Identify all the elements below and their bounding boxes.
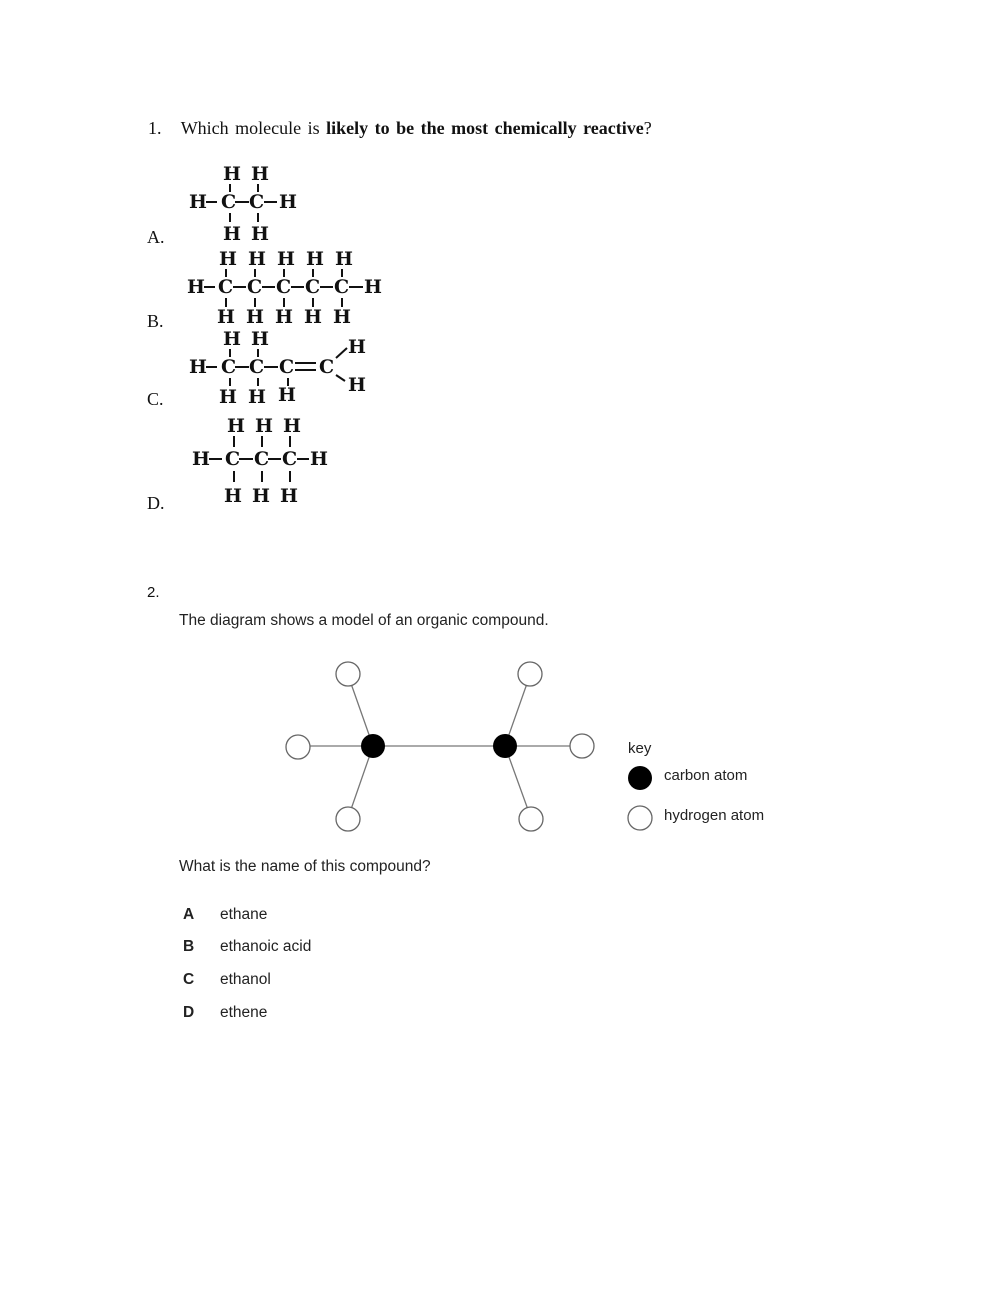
atom-h: H (364, 276, 382, 298)
hydrogen-key-icon (626, 804, 656, 834)
atom-c: C (221, 191, 237, 213)
atom-h: H (227, 415, 245, 437)
atom-h: H (283, 415, 301, 437)
question-1-text (148, 118, 652, 139)
option-c-label[interactable]: C. (147, 389, 164, 409)
question-2-number: 2. (147, 584, 160, 601)
atom-h: H (277, 248, 295, 270)
choice-d-text: ethene (220, 1004, 268, 1021)
atom-h: H (223, 163, 241, 185)
choice-d[interactable] (183, 1004, 267, 1022)
atom-c: C (249, 356, 265, 378)
atom-h: H (335, 248, 353, 270)
atom-c: C (279, 356, 295, 378)
option-d-label[interactable]: D. (147, 493, 165, 513)
atom-h: H (248, 248, 266, 270)
choice-a-letter: A (183, 906, 195, 923)
choice-d-letter: D (183, 1004, 195, 1021)
atom-h: H (252, 485, 270, 507)
option-a-label[interactable]: A. (147, 227, 165, 247)
atom-h: H (278, 384, 296, 406)
atom-h: H (279, 191, 297, 213)
option-b-label[interactable]: B. (147, 311, 164, 331)
atom-h: H (251, 163, 269, 185)
atom-h: H (219, 386, 237, 408)
atom-h: H (275, 306, 293, 328)
question-2-ask: What is the name of this compound? (179, 858, 431, 875)
atom-h: H (333, 306, 351, 328)
atom-h: H (189, 356, 207, 378)
choice-c-text: ethanol (220, 971, 271, 988)
atom-c: C (282, 448, 298, 470)
choice-c[interactable] (183, 971, 271, 989)
question-2-stem: The diagram shows a model of an organic compound. (179, 612, 549, 629)
molecule-c-structure[interactable] (185, 325, 385, 411)
key-title: key (628, 740, 652, 757)
hydrogen-atom (336, 807, 360, 831)
hydrogen-atom (336, 662, 360, 686)
atom-c: C (247, 276, 263, 298)
choice-b[interactable] (183, 938, 311, 956)
molecule-b-structure[interactable] (183, 245, 393, 331)
atom-c: C (221, 356, 237, 378)
atom-c: C (276, 276, 292, 298)
atom-h: H (246, 306, 264, 328)
question-1-prefix: Which molecule is (180, 118, 320, 138)
atom-h: H (223, 328, 241, 350)
key-carbon-label: carbon atom (664, 767, 748, 784)
atom-h: H (306, 248, 324, 270)
question-1-emphasis: likely to be the most chemically reactive (326, 118, 644, 138)
choice-a-text: ethane (220, 906, 268, 923)
atom-h: H (224, 485, 242, 507)
atom-h: H (310, 448, 328, 470)
atom-c: C (254, 448, 270, 470)
atom-h: H (248, 386, 266, 408)
atom-h: H (251, 223, 269, 245)
atom-c: C (305, 276, 321, 298)
molecule-d-structure[interactable] (188, 410, 348, 510)
molecule-a-structure[interactable] (185, 160, 315, 246)
choice-b-text: ethanoic acid (220, 938, 312, 955)
ball-and-stick-model (280, 655, 620, 840)
atom-h: H (348, 336, 366, 358)
bond (336, 348, 347, 358)
carbon-key-icon (626, 764, 656, 794)
atom-c: C (319, 356, 335, 378)
atom-c: C (249, 191, 265, 213)
atom-h: H (255, 415, 273, 437)
bond (336, 375, 345, 381)
atom-h: H (219, 248, 237, 270)
carbon-atom (361, 734, 385, 758)
choice-a[interactable] (183, 906, 267, 924)
carbon-atom (493, 734, 517, 758)
atom-c: C (334, 276, 350, 298)
atom-h: H (189, 191, 207, 213)
hydrogen-atom (286, 735, 310, 759)
atom-h: H (348, 374, 366, 396)
atom-h: H (192, 448, 210, 470)
choice-b-letter: B (183, 938, 195, 955)
question-1-suffix: ? (643, 118, 652, 138)
atom-h: H (304, 306, 322, 328)
question-1-number: 1. (148, 118, 162, 138)
atom-h: H (280, 485, 298, 507)
key-hydrogen-label: hydrogen atom (664, 807, 765, 824)
atom-h: H (223, 223, 241, 245)
atom-h: H (217, 306, 235, 328)
atom-h: H (187, 276, 205, 298)
atom-c: C (218, 276, 234, 298)
hydrogen-atom (519, 807, 543, 831)
hydrogen-atom (518, 662, 542, 686)
atom-h: H (251, 328, 269, 350)
choice-c-letter: C (183, 971, 195, 988)
atom-c: C (225, 448, 241, 470)
hydrogen-atom (570, 734, 594, 758)
